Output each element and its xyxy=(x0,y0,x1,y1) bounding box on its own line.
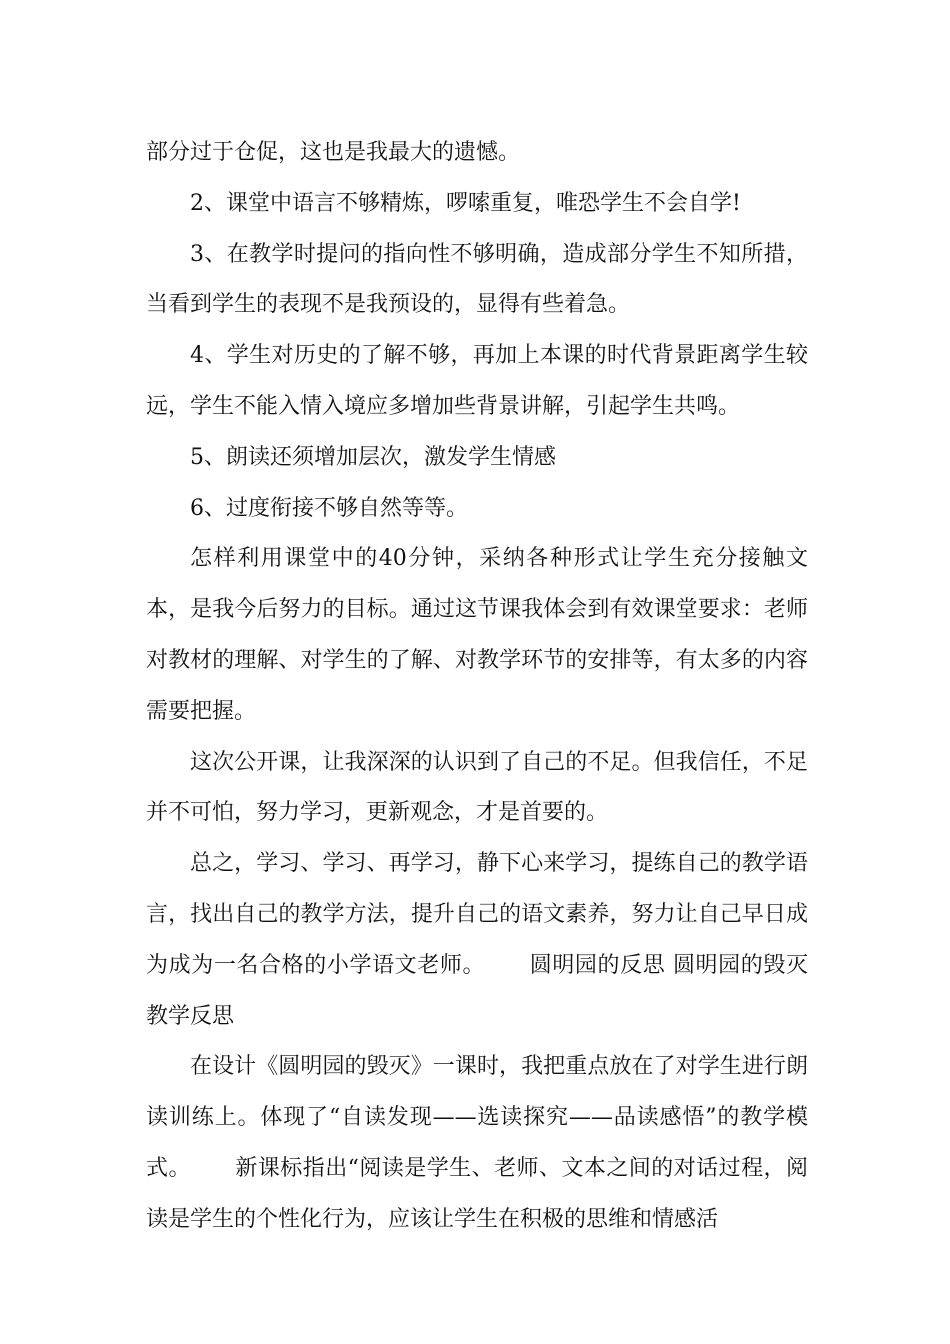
paragraph-summary xyxy=(146,839,808,1042)
paragraph-item-3: 3、在教学时提问的指向性不够明确，造成部分学生不知所措，当看到学生的表现不是我预设的，显得有些着急。 xyxy=(146,241,808,318)
document-body xyxy=(146,128,808,1246)
section-heading: 圆明园的反思 圆明园的毁灭教学反思 xyxy=(146,952,808,1029)
summary-text: 总之，学习、学习、再学习，静下心来学习，提练自己的教学语言，找出自己的教学方法，提升自己的语文素养，努力让自己早日成为成为一名合格的小学语文老师。 xyxy=(146,851,808,978)
paragraph-design xyxy=(146,1042,808,1245)
paragraph-goal: 怎样利用课堂中的40分钟，采纳各种形式让学生充分接触文本，是我今后努力的目标。通过这节课我体会到有效课堂要求：老师对教材的理解、对学生的了解、对教学环节的安排等，有太多的内容需要把握。 xyxy=(146,546,808,724)
paragraph-item-2: 2、课堂中语言不够精炼，啰嗦重复，唯恐学生不会自学! xyxy=(190,190,741,216)
design-text: 在设计《圆明园的毁灭》一课时，我把重点放在了对学生进行朗读训练上。体现了“自读发现——选读探究——品读感悟”的教学模式。 xyxy=(146,1054,808,1181)
paragraph-continuation: 部分过于仓促，这也是我最大的遗憾。 xyxy=(146,140,521,165)
design-continuation: 新课标指出“阅读是学生、老师、文本之间的对话过程，阅读是学生的个性化行为，应该让学生在积极的思维和情感活 xyxy=(146,1155,808,1232)
paragraph-open-class: 这次公开课，让我深深的认识到了自己的不足。但我信任，不足并不可怕，努力学习，更新观念，才是首要的。 xyxy=(146,749,808,826)
paragraph-item-5: 5、朗读还须增加层次，激发学生情感 xyxy=(190,444,556,470)
paragraph-item-4: 4、学生对历史的了解不够，再加上本课的时代背景距离学生较远，学生不能入情入境应多增加些背景讲解，引起学生共鸣。 xyxy=(146,343,808,419)
paragraph-item-6: 6、过度衔接不够自然等等。 xyxy=(190,495,468,521)
